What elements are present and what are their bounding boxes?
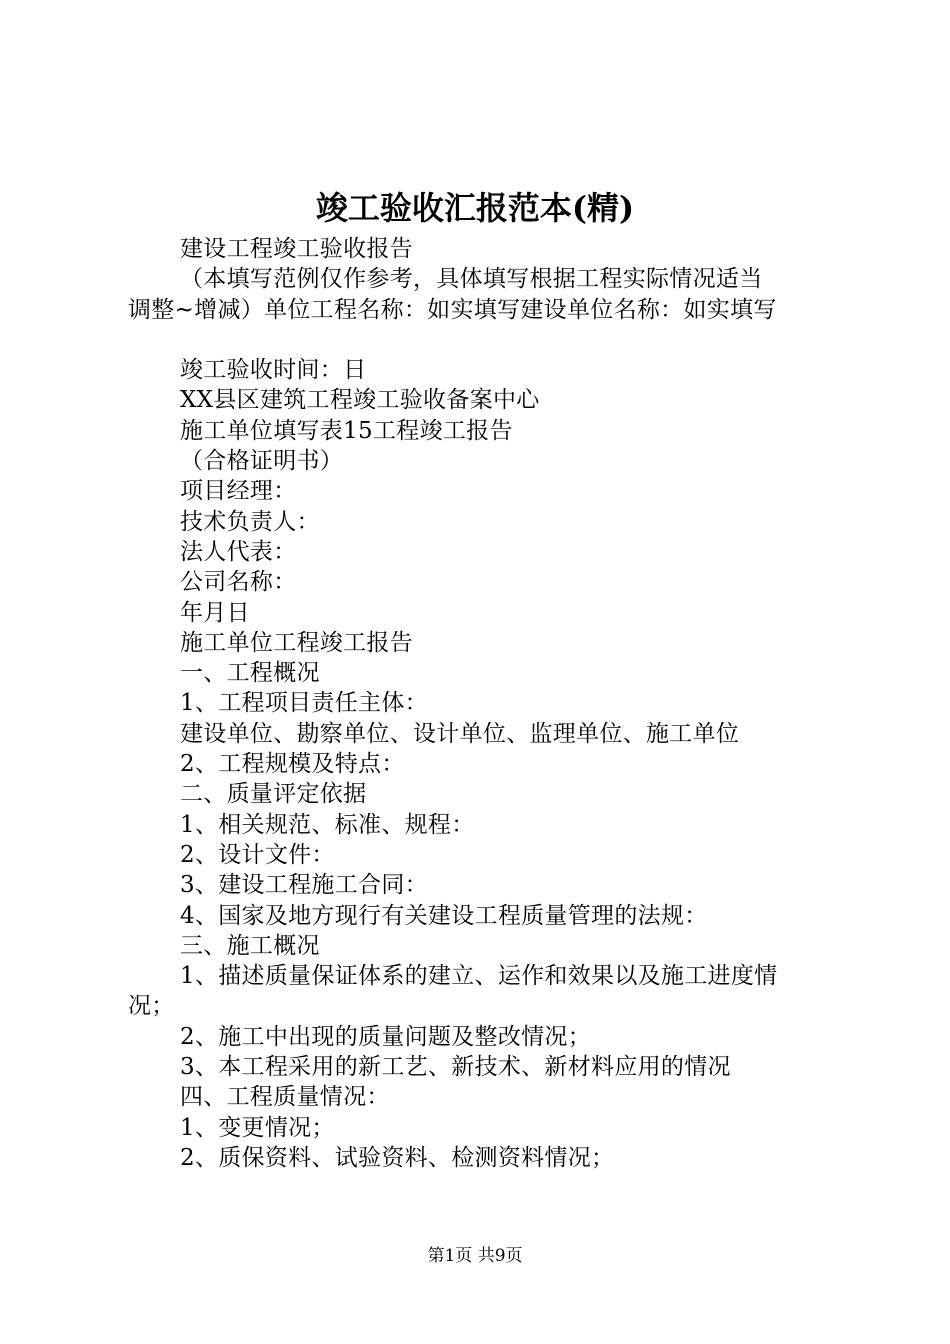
- section-heading: 一、工程概况: [180, 660, 320, 687]
- body-line: 公司名称：: [180, 569, 297, 596]
- body-line: 3、本工程采用的新工艺、新技术、新材料应用的情况: [180, 1054, 731, 1081]
- body-line: 3、建设工程施工合同：: [180, 872, 428, 899]
- body-line: 施工单位填写表15工程竣工报告: [180, 417, 513, 444]
- body-line: 技术负责人：: [180, 508, 320, 535]
- body-line: 1、描述质量保证体系的建立、运作和效果以及施工进度情: [180, 963, 778, 990]
- document-body: [128, 234, 828, 1173]
- body-line: 年月日: [180, 599, 250, 626]
- body-line: 调整~增减）单位工程名称：如实填写建设单位名称：如实填写: [128, 296, 777, 323]
- body-line: （本填写范例仅作参考，具体填写根据工程实际情况适当: [180, 266, 763, 293]
- body-line: 竣工验收时间：日: [180, 357, 367, 384]
- section-heading: 二、质量评定依据: [180, 781, 367, 808]
- body-line: （合格证明书）: [180, 448, 344, 475]
- body-line: 况；: [128, 993, 175, 1020]
- body-line: 1、变更情况；: [180, 1114, 335, 1141]
- body-line: 1、工程项目责任主体：: [180, 690, 428, 717]
- section-heading: 三、施工概况: [180, 932, 320, 959]
- body-line: 2、质保资料、试验资料、检测资料情况；: [180, 1144, 615, 1171]
- body-line: 施工单位工程竣工报告: [180, 629, 413, 656]
- body-line: 项目经理：: [180, 478, 297, 505]
- body-line: 建设单位、勘察单位、设计单位、监理单位、施工单位: [180, 720, 740, 747]
- page-footer: 第1页 共9页: [427, 1246, 523, 1266]
- body-line: 4、国家及地方现行有关建设工程质量管理的法规：: [180, 902, 708, 929]
- body-line: 法人代表：: [180, 538, 297, 565]
- body-line: 1、相关规范、标准、规程：: [180, 811, 475, 838]
- document-title: 竣工验收汇报范本(精): [315, 189, 635, 227]
- section-heading: 四、工程质量情况：: [180, 1084, 390, 1111]
- body-line: XX县区建筑工程竣工验收备案中心: [180, 387, 540, 414]
- body-line-blank: [128, 325, 828, 355]
- body-line: 2、工程规模及特点：: [180, 751, 405, 778]
- body-line: 2、设计文件：: [180, 841, 335, 868]
- body-line: 2、施工中出现的质量问题及整改情况；: [180, 1023, 592, 1050]
- body-line: 建设工程竣工验收报告: [180, 236, 413, 262]
